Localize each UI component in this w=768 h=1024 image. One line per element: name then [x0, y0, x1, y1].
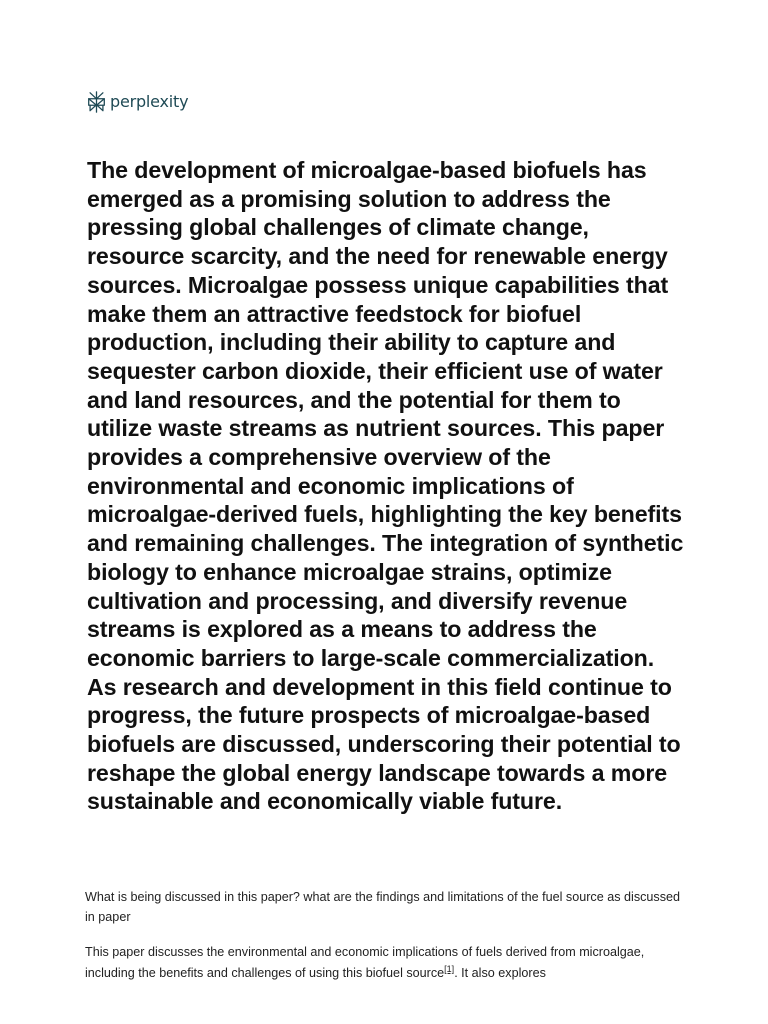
answer-text-part: . It also explores [454, 966, 546, 980]
user-prompt: What is being discussed in this paper? what are the findings and limitations of the fuel source as discussed in paper [85, 890, 681, 924]
thread-title: The development of microalgae-based biofuels has emerged as a promising solution to address the pressing global challenges of climate change, resource scarcity, and the need for renewable energy sources. Microalgae possess unique capabilities that make them an attractive feedstock for biofuel production, including their ability to capture and sequester carbon dioxide, their efficient use of water and land resources, and the potential for them to utilize waste streams as nutrient sources. This paper provides a comprehensive overview of the environmental and economic implications of microalgae-derived fuels, highlighting the key benefits and remaining challenges. The integration of synthetic biology to enhance microalgae strains, optimize cultivation and processing, and diversify revenue streams is explored as a means to address the economic barriers to large-scale commercialization. As research and development in this field continue to progress, the future prospects of microalgae-based biofuels are discussed, underscoring their potential to reshape the global energy landscape towards a more sustainable and economically viable future. [87, 157, 684, 815]
answer-text [85, 942, 685, 984]
citation-link[interactable]: [1] [444, 963, 455, 974]
brand-logo[interactable] [87, 90, 188, 114]
perplexity-logo-icon [87, 91, 106, 113]
brand-name: perplexity [110, 92, 189, 111]
answer-text-part: This paper discusses the environmental and economic implications of fuels derived from microalgae, including the benefits and challenges of using this biofuel source [85, 945, 645, 980]
